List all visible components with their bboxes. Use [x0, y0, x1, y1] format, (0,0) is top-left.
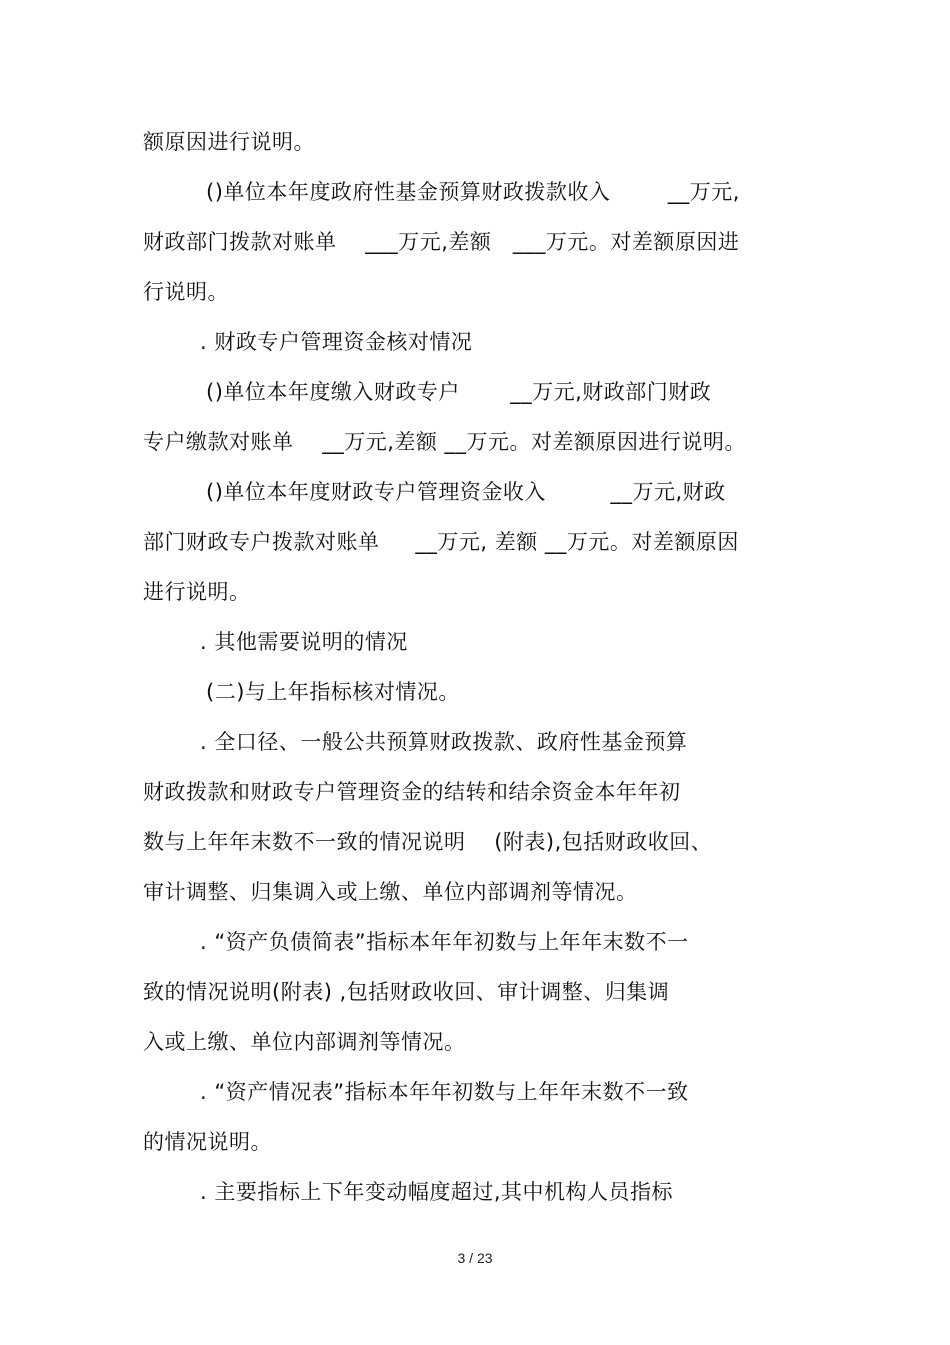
text-line: ()单位本年度政府性基金预算财政拨款收入 __万元,: [206, 180, 740, 204]
text-line: 财政拨款和财政专户管理资金的结转和结余资金本年年初: [143, 780, 681, 804]
text-line: 进行说明。: [143, 580, 251, 604]
text-line: 的情况说明。: [143, 1130, 272, 1154]
text-line: . 全口径、一般公共预算财政拨款、政府性基金预算: [200, 730, 688, 754]
text-line: ()单位本年度缴入财政专户 __万元,财政部门财政: [206, 380, 712, 404]
text-line: 行说明。: [143, 280, 229, 304]
text-line: . 财政专户管理资金核对情况: [200, 330, 473, 354]
text-line: 致的情况说明(附表) ,包括财政收回、审计调整、归集调: [143, 980, 670, 1004]
text-line: . “资产情况表”指标本年年初数与上年年末数不一致: [200, 1080, 689, 1104]
text-line: . 主要指标上下年变动幅度超过,其中机构人员指标: [200, 1180, 674, 1204]
text-line: ()单位本年度财政专户管理资金收入 __万元,财政: [206, 480, 726, 504]
text-line: 数与上年年末数不一致的情况说明 (附表),包括财政收回、: [143, 830, 713, 854]
text-line: . 其他需要说明的情况: [200, 630, 408, 654]
text-line: . “资产负债简表”指标本年年初数与上年年末数不一: [200, 930, 689, 954]
text-line: 额原因进行说明。: [143, 130, 315, 154]
text-line: 财政部门拨款对账单 ___万元,差额 ___万元。对差额原因进: [143, 230, 740, 254]
text-line: 专户缴款对账单 __万元,差额 __万元。对差额原因进行说明。: [143, 430, 747, 454]
text-line: 审计调整、归集调入或上缴、单位内部调剂等情况。: [143, 880, 638, 904]
text-line: (二)与上年指标核对情况。: [206, 680, 460, 704]
text-line: 部门财政专户拨款对账单 __万元, 差额 __万元。对差额原因: [143, 530, 739, 554]
page-number: 3 / 23: [457, 1250, 493, 1266]
text-line: 入或上缴、单位内部调剂等情况。: [143, 1030, 466, 1054]
